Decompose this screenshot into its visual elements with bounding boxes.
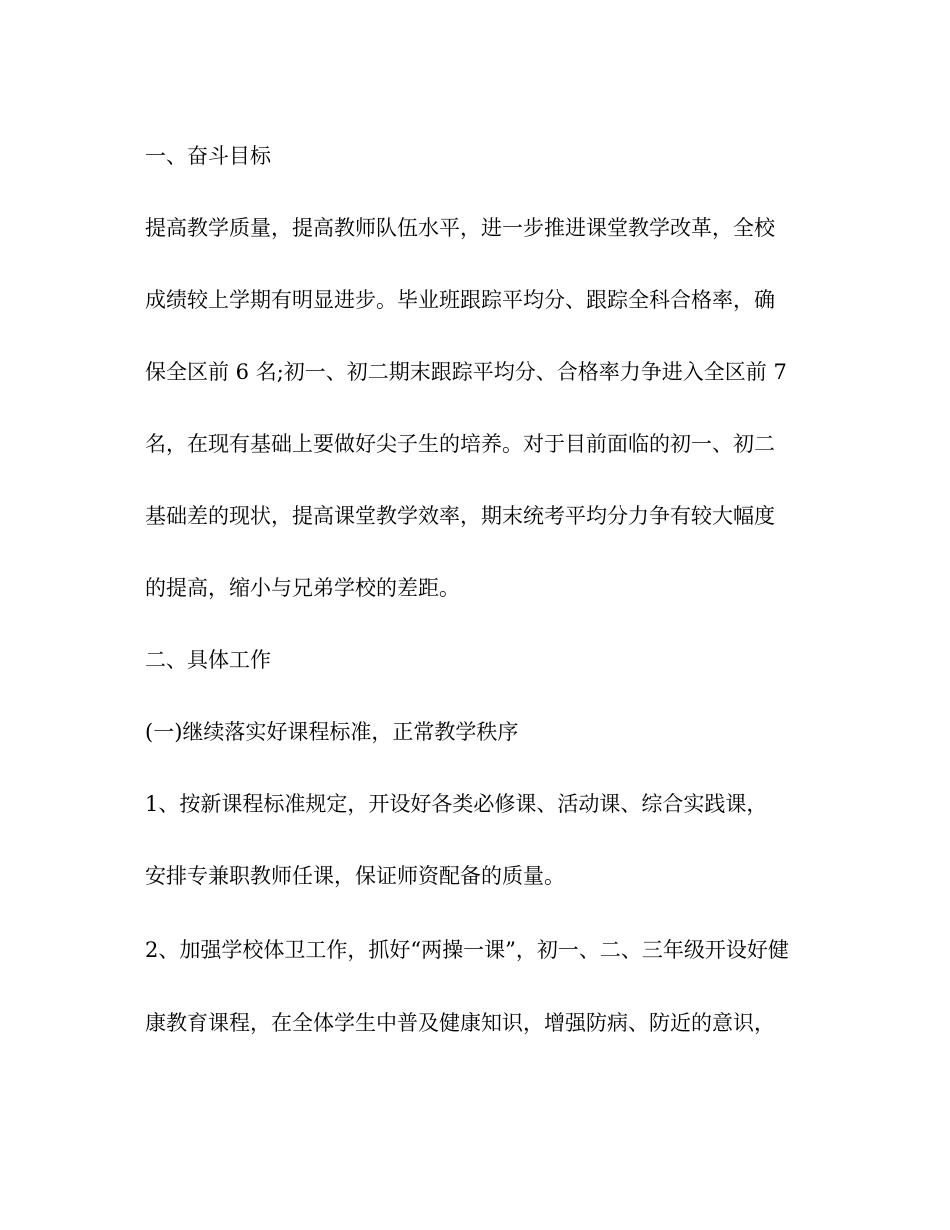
paragraph-line: 提高教学质量，提高教师队伍水平，进一步推进课堂教学改革，全校 xyxy=(145,216,775,240)
paragraph-line: 1、按新课程标准规定，开设好各类必修课、活动课、综合实践课， xyxy=(145,792,768,816)
paragraph-line: 名，在现有基础上要做好尖子生的培养。对于目前面临的初一、初二 xyxy=(145,432,775,456)
paragraph-line: 保全区前 6 名;初一、初二期末跟踪平均分、合格率力争进入全区前 7 xyxy=(145,360,787,384)
heading-specific-work: 二、具体工作 xyxy=(145,648,271,672)
subheading-curriculum: (一)继续落实好课程标准，正常教学秩序 xyxy=(145,720,519,744)
paragraph-line: 安排专兼职教师任课，保证师资配备的质量。 xyxy=(145,864,565,888)
paragraph-line: 2、加强学校体卫工作，抓好“两操一课”，初一、二、三年级开设好健 xyxy=(145,938,789,962)
paragraph-line: 成绩较上学期有明显进步。毕业班跟踪平均分、跟踪全科合格率，确 xyxy=(145,288,775,312)
paragraph-line: 康教育课程，在全体学生中普及健康知识，增强防病、防近的意识， xyxy=(145,1011,775,1035)
paragraph-line: 的提高，缩小与兄弟学校的差距。 xyxy=(145,576,460,600)
heading-goals: 一、奋斗目标 xyxy=(145,144,271,168)
paragraph-line: 基础差的现状，提高课堂教学效率，期末统考平均分力争有较大幅度 xyxy=(145,504,775,528)
